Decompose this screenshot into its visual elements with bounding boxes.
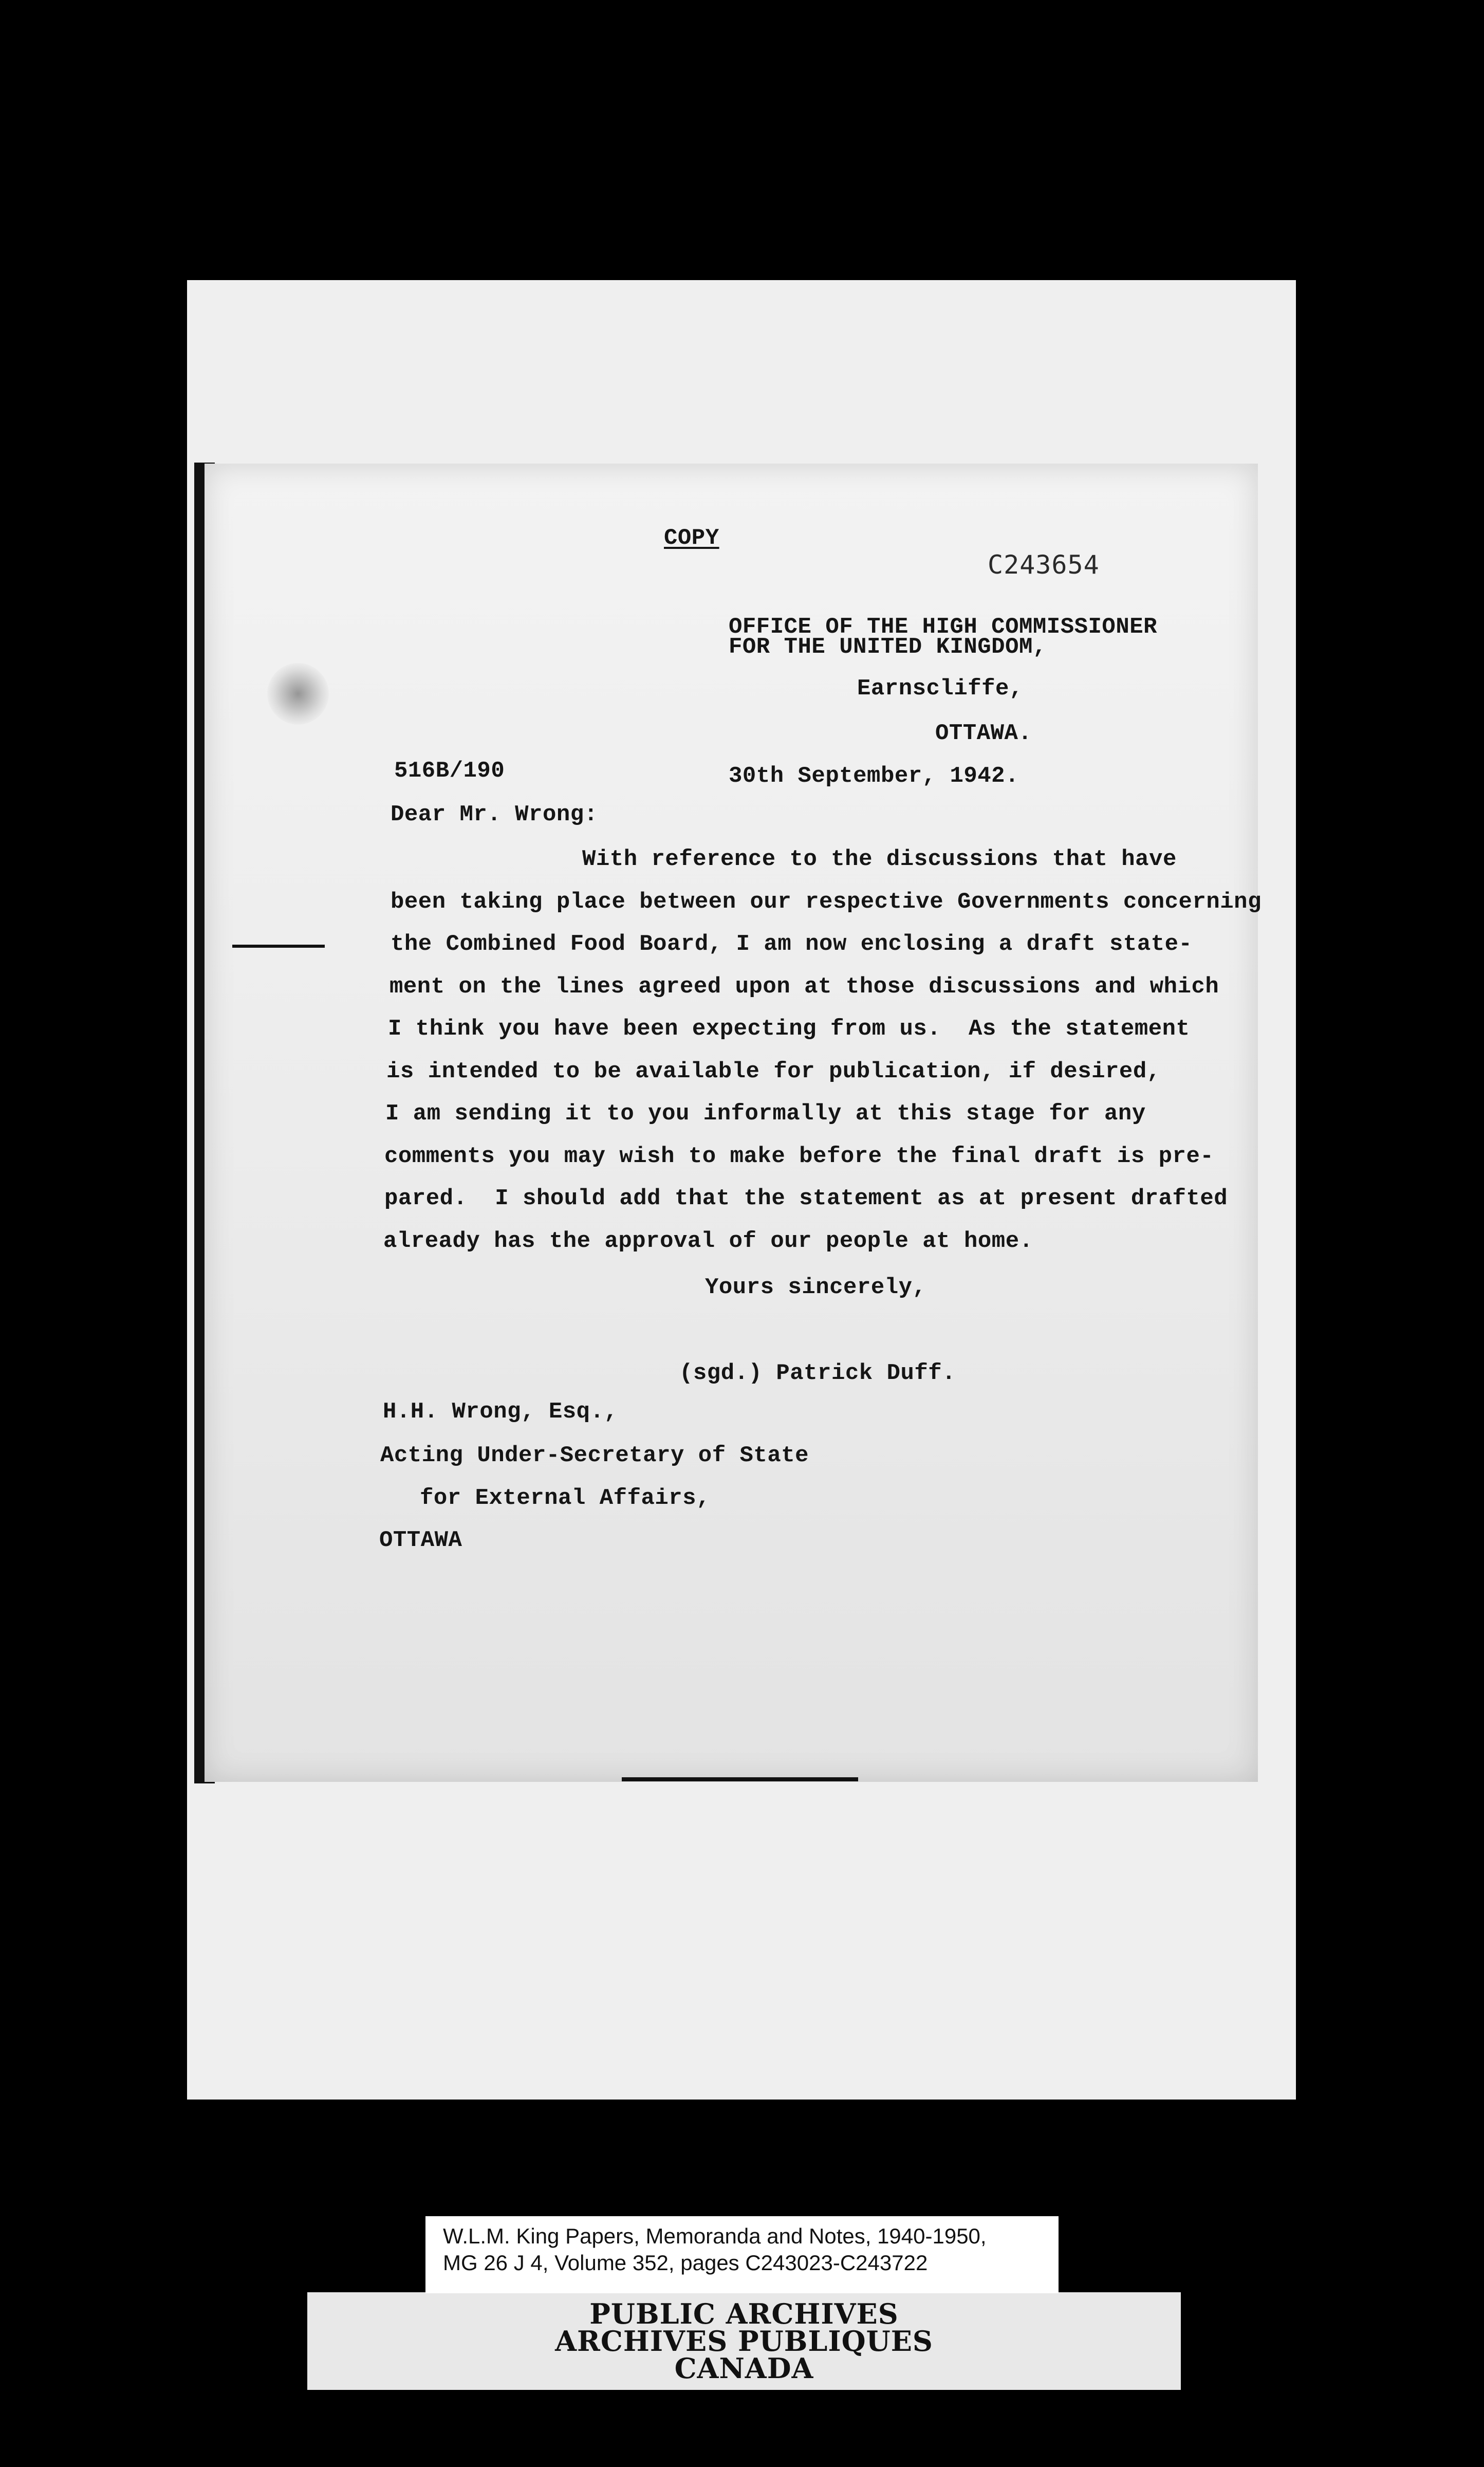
file-number: 516B/190 bbox=[394, 758, 505, 784]
body-line: been taking place between our respective Governments concerning bbox=[391, 889, 1262, 915]
letter-date: 30th September, 1942. bbox=[729, 763, 1019, 789]
signature: (sgd.) Patrick Duff. bbox=[679, 1360, 956, 1386]
office-line-2: FOR THE UNITED KINGDOM, bbox=[729, 634, 1047, 660]
body-line: ment on the lines agreed upon at those discussions and which bbox=[389, 974, 1219, 1000]
reference-stamp: C243654 bbox=[988, 550, 1100, 580]
citation-line-2: MG 26 J 4, Volume 352, pages C243023-C243722 bbox=[443, 2251, 928, 2275]
body-line: pared. I should add that the statement as at present drafted bbox=[384, 1186, 1228, 1211]
salutation: Dear Mr. Wrong: bbox=[391, 802, 598, 827]
recipient-city: OTTAWA bbox=[379, 1527, 462, 1553]
address-line-2: OTTAWA. bbox=[935, 721, 1032, 746]
archives-stamp-line-2: ARCHIVES PUBLIQUES bbox=[555, 2325, 933, 2358]
copy-heading: COPY bbox=[664, 525, 719, 551]
closing: Yours sincerely, bbox=[705, 1275, 926, 1300]
citation-line-1: W.L.M. King Papers, Memoranda and Notes, 1940-1950, bbox=[443, 2224, 987, 2248]
office-line-1: OFFICE OF THE HIGH COMMISSIONER bbox=[729, 614, 1158, 640]
ink-smudge bbox=[267, 663, 329, 725]
body-line: already has the approval of our people at home. bbox=[383, 1228, 1033, 1254]
body-line: the Combined Food Board, I am now enclosing a draft state- bbox=[391, 931, 1193, 957]
margin-mark bbox=[232, 945, 325, 948]
recipient-name: H.H. Wrong, Esq., bbox=[383, 1399, 618, 1425]
body-line: is intended to be available for publication, if desired, bbox=[386, 1059, 1161, 1084]
body-line: I am sending it to you informally at this stage for any bbox=[385, 1101, 1146, 1127]
recipient-title: Acting Under-Secretary of State bbox=[380, 1443, 809, 1468]
archives-stamp-line-1: PUBLIC ARCHIVES bbox=[589, 2297, 899, 2330]
archives-stamp-line-3: CANADA bbox=[674, 2352, 814, 2385]
body-line: With reference to the discussions that have bbox=[582, 846, 1177, 872]
address-line-1: Earnscliffe, bbox=[857, 676, 1023, 702]
sheet-bottom-line bbox=[622, 1777, 858, 1781]
body-line: comments you may wish to make before the final draft is pre- bbox=[384, 1144, 1214, 1169]
body-line: I think you have been expecting from us. As the statement bbox=[388, 1016, 1190, 1042]
recipient-department: for External Affairs, bbox=[420, 1485, 710, 1511]
